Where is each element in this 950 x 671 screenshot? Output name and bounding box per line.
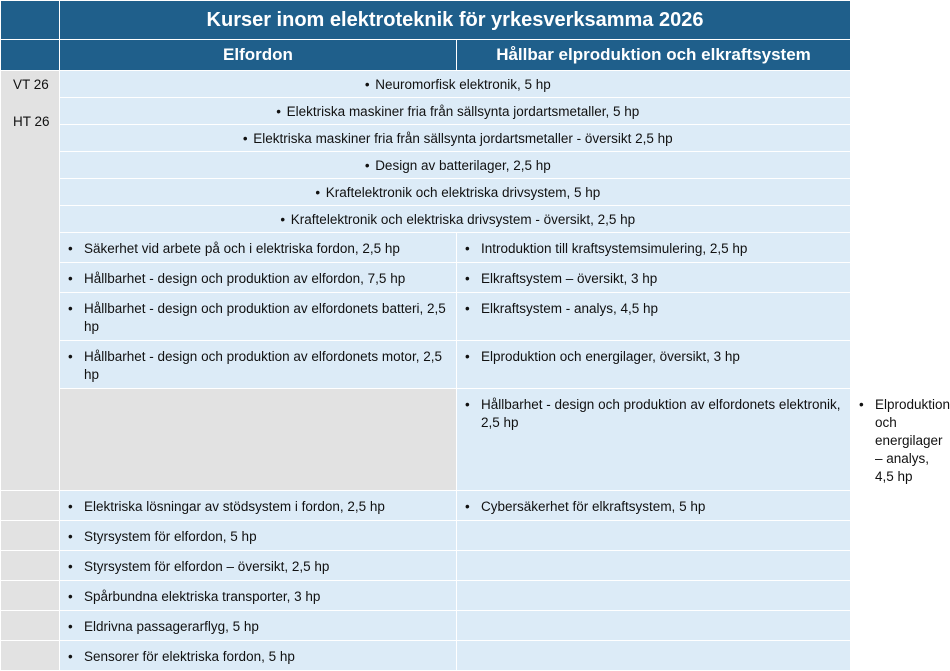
empty-cell bbox=[457, 521, 851, 551]
bullet: • bbox=[315, 184, 321, 200]
course-row bbox=[1, 581, 851, 611]
bullet: • bbox=[465, 271, 470, 286]
bullet: • bbox=[859, 397, 864, 412]
course-name: Hållbarhet - design och produktion av elfordonets elektronik, 2,5 hp bbox=[481, 397, 841, 430]
header-corner bbox=[1, 40, 60, 71]
semester-cell bbox=[1, 551, 60, 581]
bullet: • bbox=[364, 76, 370, 92]
course-name: Design av batterilager, 2,5 hp bbox=[375, 157, 551, 173]
bullet: • bbox=[68, 559, 73, 574]
bullet: • bbox=[465, 499, 470, 514]
course-name: Kraftelektronik och elektriska drivsystem, 5 hp bbox=[325, 184, 601, 200]
course-name: Cybersäkerhet för elkraftsystem, 5 hp bbox=[481, 499, 706, 514]
course-name: Hållbarhet - design och produktion av elfordon, 7,5 hp bbox=[84, 271, 406, 286]
course-row bbox=[1, 341, 851, 389]
course-name: Elproduktion och energilager – analys, 4,5 hp bbox=[875, 397, 950, 484]
bullet: • bbox=[68, 271, 73, 286]
shared-course bbox=[60, 152, 851, 179]
empty-cell bbox=[457, 611, 851, 641]
elfordon-course bbox=[60, 263, 457, 293]
bullet: • bbox=[465, 349, 470, 364]
semester-column bbox=[1, 71, 60, 491]
bullet: • bbox=[276, 103, 282, 119]
bullet: • bbox=[68, 649, 73, 664]
bullet: • bbox=[465, 397, 470, 412]
course-row bbox=[1, 551, 851, 581]
column-header-elkraft: Hållbar elproduktion och elkraftsystem bbox=[457, 40, 851, 71]
elkraft-course bbox=[457, 491, 851, 521]
elfordon-course bbox=[60, 233, 457, 263]
course-row bbox=[1, 521, 851, 551]
course-row bbox=[1, 233, 851, 263]
course-row bbox=[1, 611, 851, 641]
bullet: • bbox=[68, 499, 73, 514]
course-name: Elektriska maskiner fria från sällsynta jordartsmetaller - översikt 2,5 hp bbox=[253, 130, 673, 146]
elkraft-course bbox=[457, 233, 851, 263]
bullet: • bbox=[68, 241, 73, 256]
shared-course-row bbox=[1, 71, 851, 98]
bullet: • bbox=[465, 241, 470, 256]
empty-cell bbox=[457, 641, 851, 671]
semester-label: HT 26 bbox=[13, 113, 50, 129]
shared-course-row bbox=[1, 206, 851, 233]
course-name: Elkraftsystem – översikt, 3 hp bbox=[481, 271, 658, 286]
course-name: Hållbarhet - design och produktion av elfordonets batteri, 2,5 hp bbox=[84, 301, 446, 334]
bullet: • bbox=[68, 301, 73, 316]
empty-cell bbox=[457, 581, 851, 611]
course-name: Hållbarhet - design och produktion av elfordonets motor, 2,5 hp bbox=[84, 349, 442, 382]
elfordon-course bbox=[60, 551, 457, 581]
elkraft-course bbox=[457, 263, 851, 293]
elfordon-course bbox=[60, 611, 457, 641]
shared-course-row bbox=[1, 152, 851, 179]
course-name: Introduktion till kraftsystemsimulering, 2,5 hp bbox=[481, 241, 748, 256]
table-title: Kurser inom elektroteknik för yrkesverksamma 2026 bbox=[60, 1, 851, 40]
course-row bbox=[1, 641, 851, 671]
semester-label: VT 26 bbox=[13, 77, 49, 92]
semester-cell bbox=[1, 491, 60, 521]
elfordon-course bbox=[60, 293, 457, 341]
header-corner bbox=[1, 1, 60, 40]
shared-course bbox=[60, 206, 851, 233]
shared-course bbox=[60, 71, 851, 98]
shared-course-row bbox=[1, 98, 851, 125]
course-name: Elkraftsystem - analys, 4,5 hp bbox=[481, 301, 659, 316]
column-header-elfordon: Elfordon bbox=[60, 40, 457, 71]
course-name: Eldrivna passagerarflyg, 5 hp bbox=[84, 619, 259, 634]
shared-course bbox=[60, 98, 851, 125]
bullet: • bbox=[242, 130, 248, 146]
course-name: Styrsystem för elfordon, 5 hp bbox=[84, 529, 257, 544]
semester-cell bbox=[1, 581, 60, 611]
course-row bbox=[1, 263, 851, 293]
semester-cell bbox=[1, 641, 60, 671]
course-name: Elektriska maskiner fria från sällsynta jordartsmetaller, 5 hp bbox=[286, 103, 640, 119]
elfordon-course bbox=[60, 641, 457, 671]
title-row bbox=[1, 1, 851, 40]
shared-course bbox=[60, 179, 851, 206]
elfordon-course bbox=[457, 389, 851, 491]
bullet: • bbox=[68, 529, 73, 544]
course-row bbox=[1, 389, 851, 491]
elfordon-course bbox=[60, 581, 457, 611]
elkraft-course bbox=[457, 293, 851, 341]
elfordon-course bbox=[60, 341, 457, 389]
course-name: Elproduktion och energilager, översikt, 3 hp bbox=[481, 349, 740, 364]
course-name: Elektriska lösningar av stödsystem i fordon, 2,5 hp bbox=[84, 499, 385, 514]
elfordon-course bbox=[60, 491, 457, 521]
bullet: • bbox=[68, 589, 73, 604]
course-name: Styrsystem för elfordon – översikt, 2,5 hp bbox=[84, 559, 330, 574]
elfordon-course bbox=[60, 521, 457, 551]
course-name: Spårbundna elektriska transporter, 3 hp bbox=[84, 589, 321, 604]
semester-cell bbox=[1, 611, 60, 641]
semester-cell bbox=[1, 521, 60, 551]
bullet: • bbox=[465, 301, 470, 316]
elkraft-course bbox=[457, 341, 851, 389]
shared-course bbox=[60, 125, 851, 152]
semester-cell bbox=[60, 389, 457, 491]
bullet: • bbox=[68, 619, 73, 634]
bullet: • bbox=[68, 349, 73, 364]
course-name: Neuromorfisk elektronik, 5 hp bbox=[375, 76, 551, 92]
course-name: Säkerhet vid arbete på och i elektriska fordon, 2,5 hp bbox=[84, 241, 400, 256]
shared-course-row bbox=[1, 179, 851, 206]
empty-cell bbox=[457, 551, 851, 581]
bullet: • bbox=[280, 211, 286, 227]
course-row bbox=[1, 293, 851, 341]
shared-course-row bbox=[1, 125, 851, 152]
course-name: Kraftelektronik och elektriska drivsystem - översikt, 2,5 hp bbox=[290, 211, 636, 227]
course-name: Sensorer för elektriska fordon, 5 hp bbox=[84, 649, 295, 664]
course-row bbox=[1, 491, 851, 521]
bullet: • bbox=[364, 157, 370, 173]
column-header-row bbox=[1, 40, 851, 71]
